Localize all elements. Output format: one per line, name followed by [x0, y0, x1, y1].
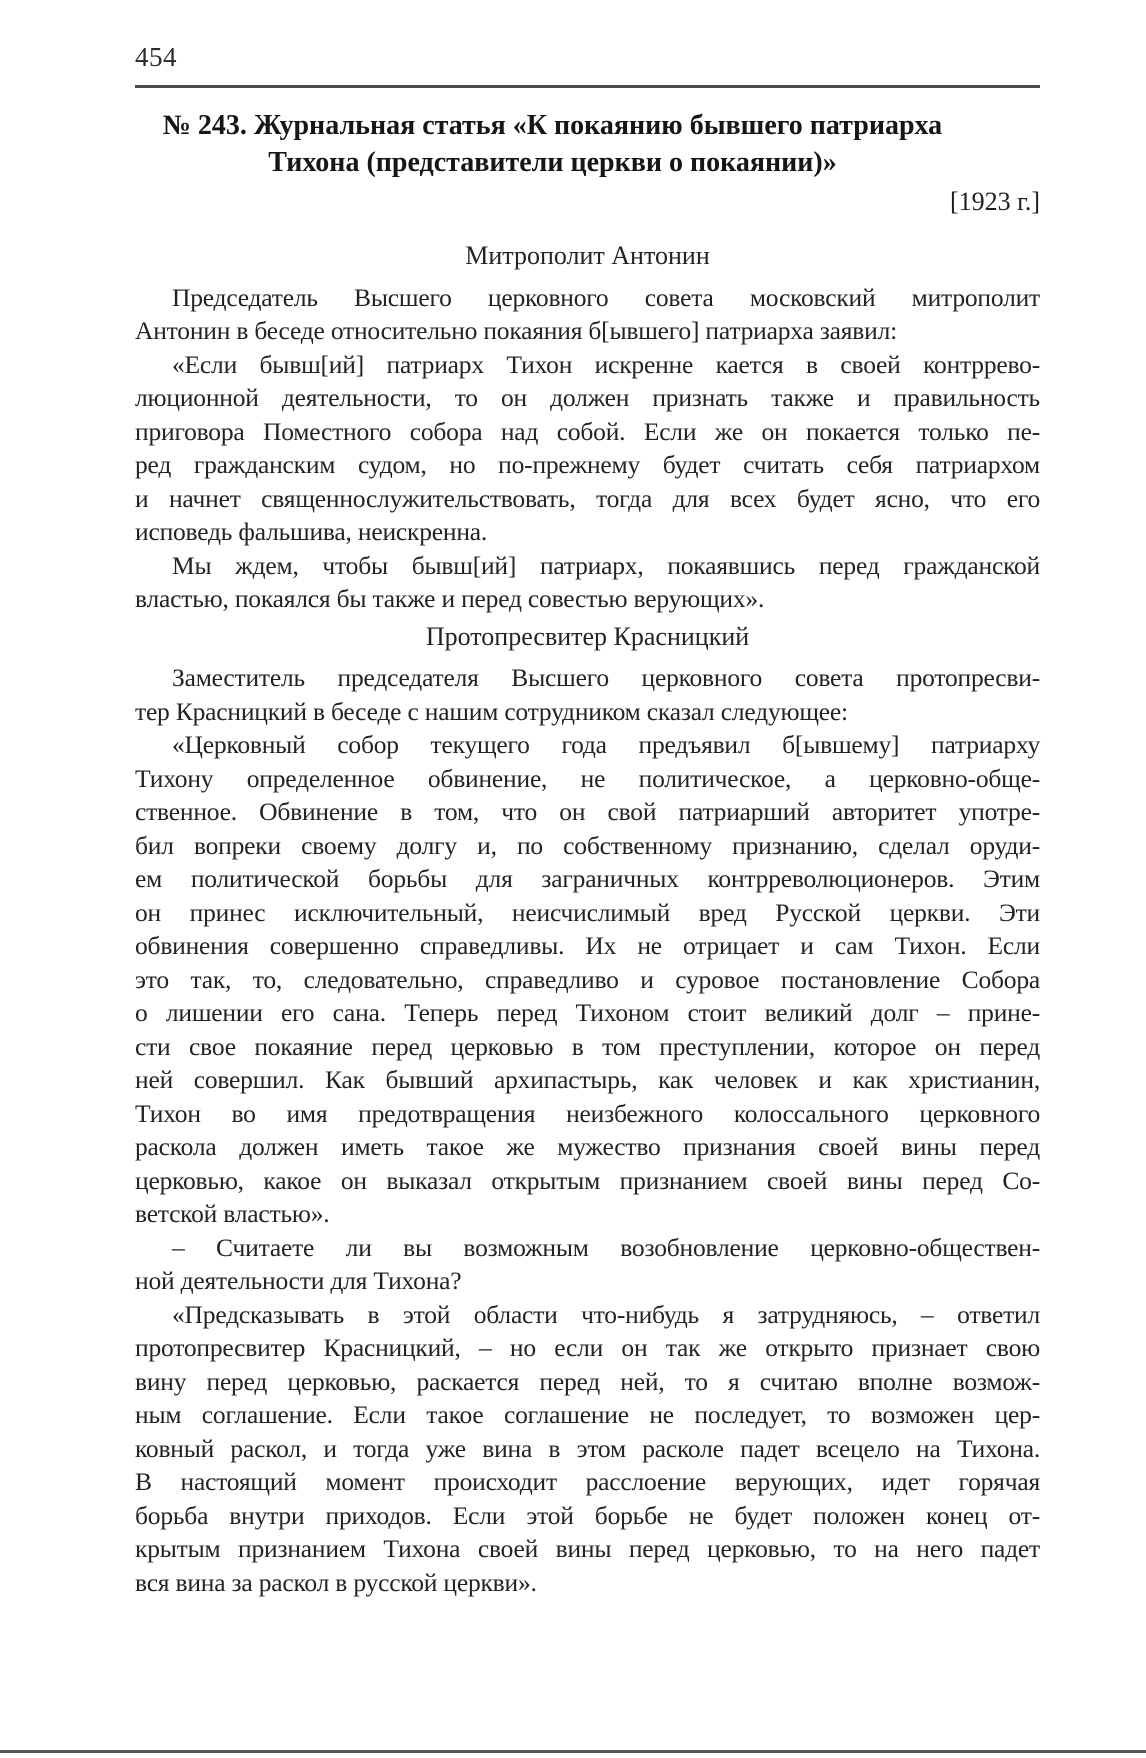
text-line: он принес исключительный, неисчислимый вред Русской церкви. Эти — [135, 897, 1040, 927]
footer-rule — [0, 1750, 1146, 1753]
text-line: «Если бывш[ий] патриарх Тихон искренне кается в своей контррево- — [172, 349, 1040, 379]
text-line: «Церковный собор текущего года предъявил б[ывшему] патриарху — [172, 730, 1040, 759]
text-line: ковный раскол, и тогда уже вина в этом расколе падет всецело на Тихона. — [135, 1433, 1040, 1463]
header-rule — [135, 85, 1040, 88]
text-line: приговора Поместного собора над собой. Если же он покается только пе- — [135, 416, 1040, 446]
text-line: ственное. Обвинение в том, что он свой патриарший авторитет употре- — [135, 797, 1040, 826]
text-line: раскола должен иметь такое же мужество признания своей вины перед — [135, 1132, 1040, 1161]
text-line: – Считаете ли вы возможным возобновление церковно-обществен- — [172, 1232, 1040, 1262]
text-line: протопресвитер Красницкий, – но если он так же открыто признает свою — [135, 1333, 1040, 1362]
section-subheading: Протопресвитер Красницкий — [425, 621, 750, 651]
text-line: ветской властью». — [135, 1199, 330, 1228]
text-line: ней совершил. Как бывший архипастырь, как человек и как христианин, — [135, 1065, 1040, 1094]
text-line: бил вопреки своему долгу и, по собственному признанию, сделал оруди- — [135, 830, 1040, 860]
document-body — [135, 239, 1040, 1599]
page-number: 454 — [135, 42, 177, 72]
document-date: [1923 г.] — [949, 187, 1040, 216]
text-line: исповедь фальшива, неискренна. — [135, 517, 488, 546]
text-line: ной деятельности для Тихона? — [135, 1266, 462, 1295]
text-line: тер Красницкий в беседе с нашим сотрудником сказал следующее: — [135, 696, 848, 726]
paragraph — [135, 281, 1040, 348]
text-line: церковью, какое он выказал открытым признанием своей вины перед Со- — [135, 1165, 1040, 1195]
paragraph — [135, 1298, 1040, 1600]
text-line: обвинения совершенно справедливы. Их не отрицает и сам Тихон. Если — [135, 931, 1040, 960]
document-title-line-1: № 243. Журнальная статья «К покаянию бывшего патриарха — [162, 110, 943, 141]
text-line: Председатель Высшего церковного совета московский митрополит — [172, 282, 1040, 312]
text-line: Заместитель председателя Высшего церковного совета протопресви- — [172, 663, 1040, 692]
section-subheading: Митрополит Антонин — [465, 241, 710, 270]
text-line: ред гражданским судом, но по-прежнему будет считать себя патриархом — [135, 450, 1040, 479]
text-line: ным соглашение. Если такое соглашение не последует, то возможен цер- — [135, 1400, 1040, 1429]
paragraph — [135, 348, 1040, 549]
text-line: ем политической борьбы для заграничных контрреволюционеров. Этим — [135, 864, 1040, 893]
paragraph — [135, 661, 1040, 728]
text-line: о лишении его сана. Теперь перед Тихоном стоит великий долг – прине- — [135, 998, 1040, 1027]
text-line: борьба внутри приходов. Если этой борьбе не будет положен конец от- — [135, 1500, 1040, 1530]
text-line: властью, покаялся бы также и перед совестью верующих». — [135, 584, 765, 613]
text-line: В настоящий момент происходит расслоение верующих, идет горячая — [135, 1467, 1040, 1496]
text-line: это так, то, следовательно, справедливо и суровое постановление Собора — [135, 964, 1040, 994]
text-line: Тихон во имя предотвращения неизбежного колоссального церковного — [135, 1098, 1040, 1128]
text-line: вину перед церковью, раскается перед ней, то я считаю вполне возмож- — [135, 1366, 1040, 1396]
text-line: Мы ждем, чтобы бывш[ий] патриарх, покаявшись перед гражданской — [172, 550, 1040, 580]
document-title — [135, 107, 1040, 181]
text-line: вся вина за раскол в русской церкви». — [135, 1567, 537, 1597]
text-line: и начнет священнослужительствовать, тогда для всех будет ясно, что его — [135, 483, 1040, 513]
paragraph — [135, 549, 1040, 616]
text-line: Тихону определенное обвинение, не политическое, а церковно-обще- — [135, 763, 1040, 793]
text-line: крытым признанием Тихона своей вины перед церковью, то на него падет — [135, 1534, 1040, 1563]
text-line: Антонин в беседе относительно покаяния б[ывшего] патриарха заявил: — [135, 316, 897, 345]
paragraph — [135, 1231, 1040, 1298]
document-title-line-2: Тихона (представители церкви о покаянии)» — [268, 147, 837, 178]
text-line: «Предсказывать в этой области что-нибудь я затрудняюсь, – ответил — [172, 1299, 1040, 1329]
paragraph — [135, 728, 1040, 1231]
text-line: люционной деятельности, то он должен признать также и правильность — [135, 383, 1040, 412]
text-line: сти свое покаяние перед церковью в том преступлении, которое он перед — [135, 1031, 1040, 1061]
